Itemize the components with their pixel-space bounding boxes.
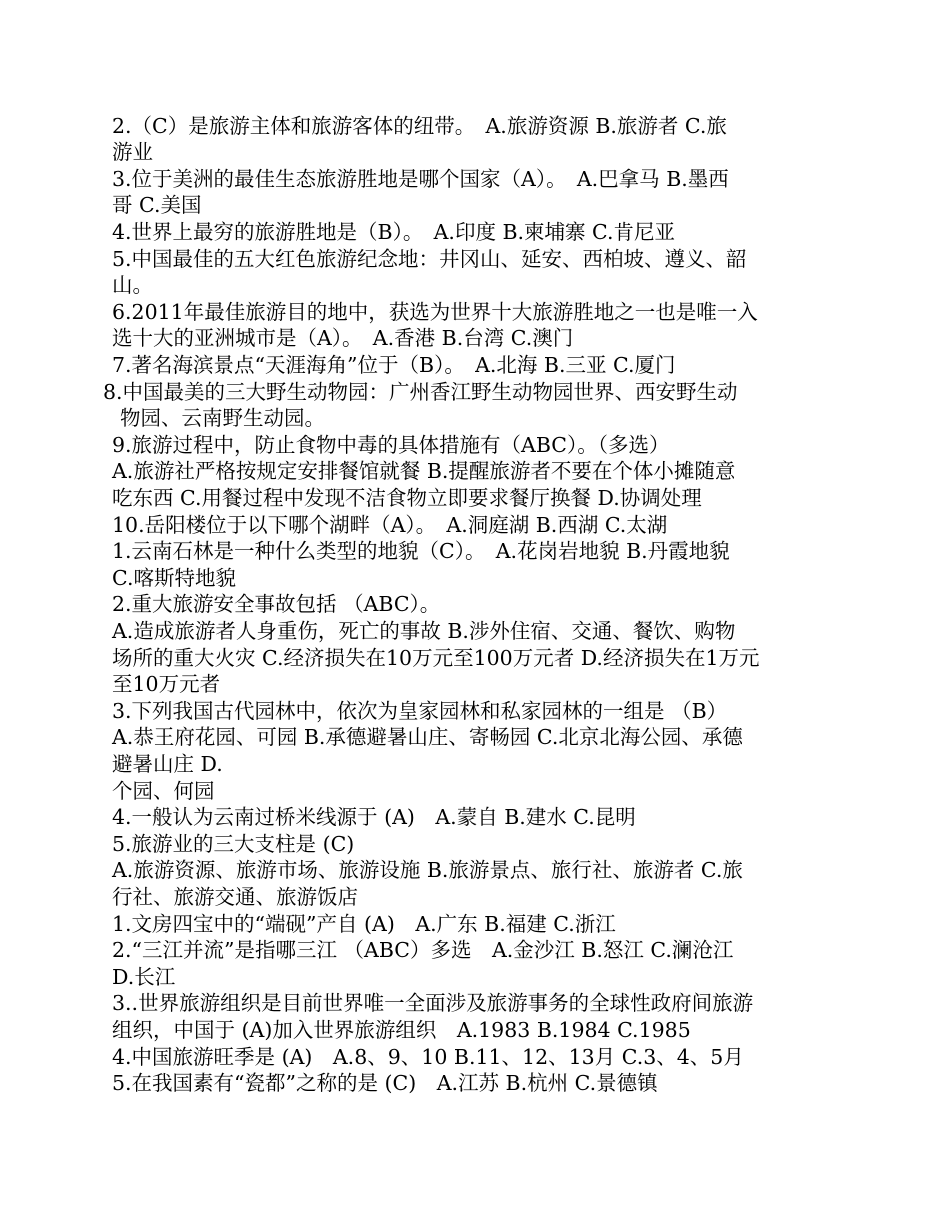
text-line: 3.下列我国古代园林中，依次为皇家园林和私家园林的一组是 （B） <box>112 699 728 723</box>
text-line: 场所的重大火灾 C.经济损失在10万元至100万元者 D.经济损失在1万元 <box>112 646 760 670</box>
text-line: 2.“三江并流”是指哪三江 （ABC）多选 A.金沙江 B.怒江 C.澜沧江 <box>112 938 734 962</box>
text-line: 物园、云南野生动园。 <box>120 406 325 430</box>
text-line: 7.著名海滨景点“天涯海角”位于（B）。 A.北海 B.三亚 C.厦门 <box>112 353 676 377</box>
text-line: 4.中国旅游旺季是 (A) A.8、9、10 B.11、12、13月 C.3、4、5月 <box>112 1045 744 1069</box>
text-line: 3.位于美洲的最佳生态旅游胜地是哪个国家（A）。 A.巴拿马 B.墨西 <box>112 167 729 191</box>
text-line: 6.2011年最佳旅游目的地中，获选为世界十大旅游胜地之一也是唯一入 <box>112 300 758 324</box>
text-line: 1.文房四宝中的“端砚”产自 (A) A.广东 B.福建 C.浙江 <box>112 912 616 936</box>
text-line: 避暑山庄 D. <box>112 752 223 776</box>
text-line: 个园、何园 <box>112 779 215 803</box>
text-line: 吃东西 C.用餐过程中发现不洁食物立即要求餐厅换餐 D.协调处理 <box>112 486 702 510</box>
text-line: 8.中国最美的三大野生动物园：广州香江野生动物园世界、西安野生动 <box>103 380 738 404</box>
text-line: 10.岳阳楼位于以下哪个湖畔（A）。 A.洞庭湖 B.西湖 C.太湖 <box>112 513 668 537</box>
text-line: 5.旅游业的三大支柱是 (C) <box>112 832 355 856</box>
text-line: D.长江 <box>112 965 176 989</box>
text-line: 3..世界旅游组织是目前世界唯一全面涉及旅游事务的全球性政府间旅游 <box>112 991 754 1015</box>
text-line: 山。 <box>112 273 153 297</box>
text-line: A.造成旅游者人身重伤，死亡的事故 B.涉外住宿、交通、餐饮、购物 <box>112 619 736 643</box>
text-line: 5.在我国素有“瓷都”之称的是 (C) A.江苏 B.杭州 C.景德镇 <box>112 1071 658 1095</box>
text-line: A.恭王府花园、可园 B.承德避暑山庄、寄畅园 C.北京北海公园、承德 <box>112 725 743 749</box>
text-line: 行社、旅游交通、旅游饭店 <box>112 885 358 909</box>
text-line: 2.（C）是旅游主体和旅游客体的纽带。 A.旅游资源 B.旅游者 C.旅 <box>112 114 727 138</box>
text-line: 4.一般认为云南过桥米线源于 (A) A.蒙自 B.建水 C.昆明 <box>112 805 636 829</box>
text-line: A.旅游社严格按规定安排餐馆就餐 B.提醒旅游者不要在个体小摊随意 <box>112 459 736 483</box>
text-line: 1.云南石林是一种什么类型的地貌（C）。 A.花岗岩地貌 B.丹霞地貌 <box>112 539 730 563</box>
text-line: 组织，中国于 (A)加入世界旅游组织 A.1983 B.1984 C.1985 <box>112 1018 691 1042</box>
text-line: 游业 <box>112 140 153 164</box>
text-line: A.旅游资源、旅游市场、旅游设施 B.旅游景点、旅行社、旅游者 C.旅 <box>112 858 743 882</box>
text-line: 哥 C.美国 <box>112 193 202 217</box>
text-line: 2.重大旅游安全事故包括 （ABC）。 <box>112 592 441 616</box>
text-line: 5.中国最佳的五大红色旅游纪念地：井冈山、延安、西柏坡、遵义、韶 <box>112 247 747 271</box>
text-line: 至10万元者 <box>112 672 221 696</box>
text-line: 选十大的亚洲城市是（A）。 A.香港 B.台湾 C.澳门 <box>112 326 574 350</box>
text-line: 4.世界上最穷的旅游胜地是（B）。 A.印度 B.柬埔寨 C.肯尼亚 <box>112 220 676 244</box>
text-line: 9.旅游过程中，防止食物中毒的具体措施有（ABC）。（多选） <box>112 433 670 457</box>
text-line: C.喀斯特地貌 <box>112 566 236 590</box>
